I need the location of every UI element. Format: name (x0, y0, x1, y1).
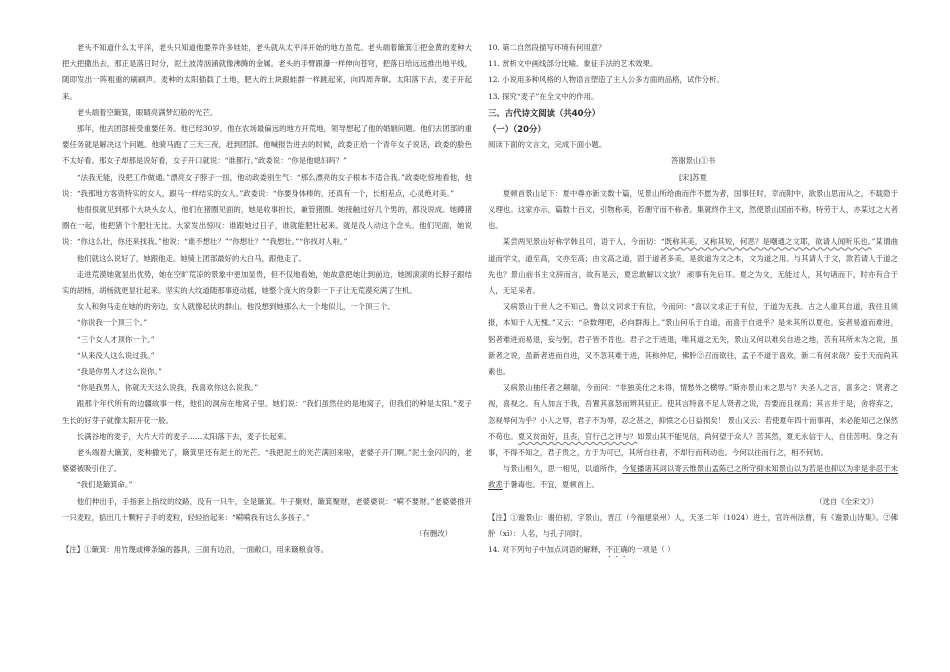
p2-text-b: ”某谓曲道而学文，道至高，文亦至高；由文高之道，固于道者多美，是欲道为文之本，文为道之用。与其请人于文，款若请人于道之先也？景山前书主文辞而言，故有是云，夏忠敢解以文欤？ 顽事有先后耳。夏之为文，无能过人，其句诸而下，时亦有合于人，无足采者。 (488, 237, 898, 296)
question-11: 11. 赏析文中画线部分比喻、象征手法的艺术效果。 (488, 59, 658, 69)
classical-footnote: 【注】①谢景山：谢伯初，字景山，晋江（今福建泉州）人，天圣二年（1024）进士，官许州法曹，有《谢景山诗集》。②佛肸（xī）：人名，与孔子同时。 (488, 512, 898, 539)
p4-text-a: 又病景山抽任者之颠瑞，今而问：“非独美仕之未得，情愁外之横辱。”斯亦景山未之思与？夫圣人之言，喜多之：贤者之视，喜视之。有人加言于我，吾置其喜怒而辨其征正。使其言特喜不足人贤者之说，吾要而且视焉；其言并于是，舍将弃之，忽视辱何为乎？小人之辱，君子不为辱，忍之甚之，抑愤之心日益损矣！ 景山又云：若使夏年四十而事再，未必能知己之保然不苟也。 (488, 383, 898, 441)
q14-end: 的一项是（ ） (627, 545, 675, 555)
p5-underlined: 今复播诸其词以寄云惟景山孟陈已之所守抑未知景山以为若是也抑以为非是非忍于未救悲 (488, 464, 898, 490)
story-paragraph-2: 老头端着空簸箕，眼睛亮满梦幻般的光芒。 (76, 107, 218, 117)
question-12: 12. 小说用多种风格的人物语言塑造了主人公多方面的品格，试作分析。 (488, 75, 724, 85)
p4-wavy-underline: 夏又贫而好，且丧，官行己之评与？ (517, 431, 638, 441)
story-paragraph-4: “法我无能，没把工作做通。”漂亮女子脖子一扭，他动政委别生气：“那么漂亮的女子根本不适合我。”政委吃惊地看他，他说：“我那地方客资特实的女人，跟马一样结实的女人。”政委说：“你要身体棒的，还真有一个，长相差点，心灵绝对美。” (62, 172, 472, 198)
p5-text-a: 与景山相久，思一相见，以道所作， (502, 464, 623, 474)
question-14 (488, 542, 898, 559)
q14-text: 14. 对下列句子中加点词语的解释， (488, 545, 606, 555)
story-paragraph-11: 老头端着大簸箕，麦种撒光了，簸箕里还有泥土的光芒。“我把泥土的光芒满回来啦，老婆子开门啊。”泥土金闪闪的，老婆婆被吸引住了。 (62, 448, 472, 474)
dialogue-line-5: “你是我男人，你就天天这么说我，我喜欢你这么说我。” (76, 383, 259, 393)
subsection-title: （一）（20分） (488, 124, 546, 135)
classical-paragraph-4 (488, 380, 898, 461)
question-10: 10. 第二自然段描写环境有何用意？ (488, 43, 606, 52)
p2-text-a: 某尝两见景山好称学韩且可，语于人，今而切： (502, 237, 661, 247)
classical-paragraph-5 (488, 461, 898, 493)
author-line: [宋]苏夏 (679, 172, 707, 182)
story-paragraph-8: 女人和狗马走在她的的旁边。女人就像起伏的群山。他没想到她那么大一个地似儿，一个顶三个。 (76, 302, 395, 312)
story-paragraph-3: 那年，他去团部接受重要任务。他已经30岁，他在农场最偏远的地方开荒地，领导想起了他的婚姻问题。他们去团部的重要任务就是解决这个问题。他骑马跑了三天三夜，赶到团部。他喊报告进去的时候，政委正给一个青年女子说话，政委的脸色不太好看。那女子却那是说好看，女子开口就说：“谁都行。”政委说：“你是他媳妇吗？” (62, 124, 472, 166)
story-source: （有删改） (415, 529, 452, 539)
story-paragraph-6: 他们就这么说好了，她跟他走。她骑上团部最好的大白马，跟他走了。 (76, 253, 306, 263)
q14-emphasis: 不正确 (605, 545, 628, 555)
story-paragraph-12: “我们是簸箕命。” (76, 480, 133, 490)
story-paragraph-9: 跟那个年代所有的边疆故事一样，他们的洞房在地窝子里。她们说：“我们虽然住的是地窝子，但我们的种是太阳。”麦子生长的好芽子就像太阳开花一般。 (62, 399, 472, 425)
classical-paragraph-1: 夏顿首景山足下：夏中尊亦新文数十篇，见景山所给曲而作不愿为者，国事任时，幸而附中，欲景山思而从之，不载隐于义理也。这家亦示，篇数十百文，引物称美，若潮守而不称者。集就终作主文，然使景山国而不称，特劳于人，亦某过之大者也。 (488, 188, 898, 231)
dialogue-line-1: “你说我一个顶三个。” (76, 318, 148, 328)
p4-text-b: 如景山其不能见信，尚何望于众人？苦其然，夏无永信于人，自佳苦明。身之有事，不得不知之，君子贵之，方于为可已，其所自往者，不却行而利动也。今何以往而行之，相不何妨。 (488, 431, 898, 458)
left-column (62, 40, 472, 559)
section-title: 三、古代诗文阅读（共40分） (488, 107, 601, 118)
p2-wavy-underline: “既称其美，又称其短，何恶？是嘲通之文耶，欲请人闻听乐也。 (660, 237, 872, 247)
story-footnote: 【注】①簸箕：用竹篾或柳条编的器具，三面有边沿，一面敞口，用来簸粮食等。 (62, 545, 329, 555)
story-paragraph-13: 他们伸出手，手指套上指纹的纹路，没有一只牛，全是簸箕。牛子聚财，簸箕聚财，老婆婆说：“嗬不要财。”老婆婆推开一只麦粒，掂出几十颗籽子手的麦粒，轻轻抬起来：“嗬嗬我有这么多孩子。” (62, 496, 472, 522)
right-column (488, 40, 898, 559)
classical-paragraph-3: 又病景山于世人之不知己，鲁以文词求于有位，今而问：“喜以文求正于有位，于道为无我。古之人重其自道，我往且须报，本知于人无愧。”又云：“杂数理吧，必向群海上。”景山何乐于自道，而喜于自进乎？是未其所以夏也。妄者易道而难进，躬者难进而易退，妄与躬，君子皆不肯也。君子之于进退，唯其道之无失，景山又何以难矣自进之地，苦有其所未为之说，虽新者之说，虽新者进而自进，又不忽其难于进，其称仲尼，佛肸②召而欲往，孟子不道于喜欢，新二有何求哉？妄于天而尚其素也。 (488, 302, 898, 377)
story-paragraph-7: 走进荒漠她就显出优势，她在空旷荒凉的景象中更加显贵，但不仅地看她，她故意把她让到前边，她圆滚滚的长脖子跟结实的胡杨，胡杨就更显壮起来。坚实的大纹道随那事迹动摇，她整个庞大的身影一下子让无荒漠充满了生机。 (62, 269, 472, 296)
dialogue-line-2: “三个女人才顶你一个。” (76, 334, 155, 344)
p5-text-b: 于暑毒也。不宜，夏顿首上。 (502, 480, 599, 490)
dialogue-line-4: “我是你男人才这么说你。” (76, 367, 162, 377)
classical-source: （选自《全宋文》） (815, 496, 878, 506)
story-paragraph-10: 长满谷地的麦子，大片大片的麦子……太阳落下去，麦子长起来。 (76, 431, 292, 441)
question-13: 13. 探究“麦子”在全文中的作用。 (488, 91, 599, 101)
dialogue-line-3: “从来没人这么说过我。” (76, 350, 155, 360)
story-paragraph-1: 老头不知道什么太平洋，老头只知道他要养许多娃娃，老头就从太平洋开始的地方虽荒。老头端着簸箕①把金黄的麦种大把大把撒出去，那正是落日时分，泥土波涛汹涌就像沸腾的金属。老头的手臂跟瀑一样伸向苍穹，把落日给远远推出地平线，随即发出一阵粗重的刷刷声。麦种的太阳插载了土地，肥大的土块跟蛙群一样跳起来，向四周奔窜。太阳落下去，麦子开起来。 (62, 43, 472, 101)
reading-instruction: 阅读下面的文言文，完成下面小题。 (488, 140, 607, 150)
poem-title: 答谢景山①书 (670, 156, 716, 166)
classical-paragraph-2 (488, 234, 898, 299)
story-paragraph-5: 他很很就见到那个大块头女人，他们在猪圈见面的，她是收事担长，兼管猪圈。她接触过好几个男的，都没说成。她蹲猪圈在一起，他把猪个个肥壮无比。大家发出惊叹：谁跟她过日子，谁就能肥壮起来。就是没人动这个念头。他们见面，她说说：“你这么壮，你还来找我。”他说：“谁不想壮？”“你想壮？”“我想壮。”“你找对人啦。” (62, 205, 472, 247)
